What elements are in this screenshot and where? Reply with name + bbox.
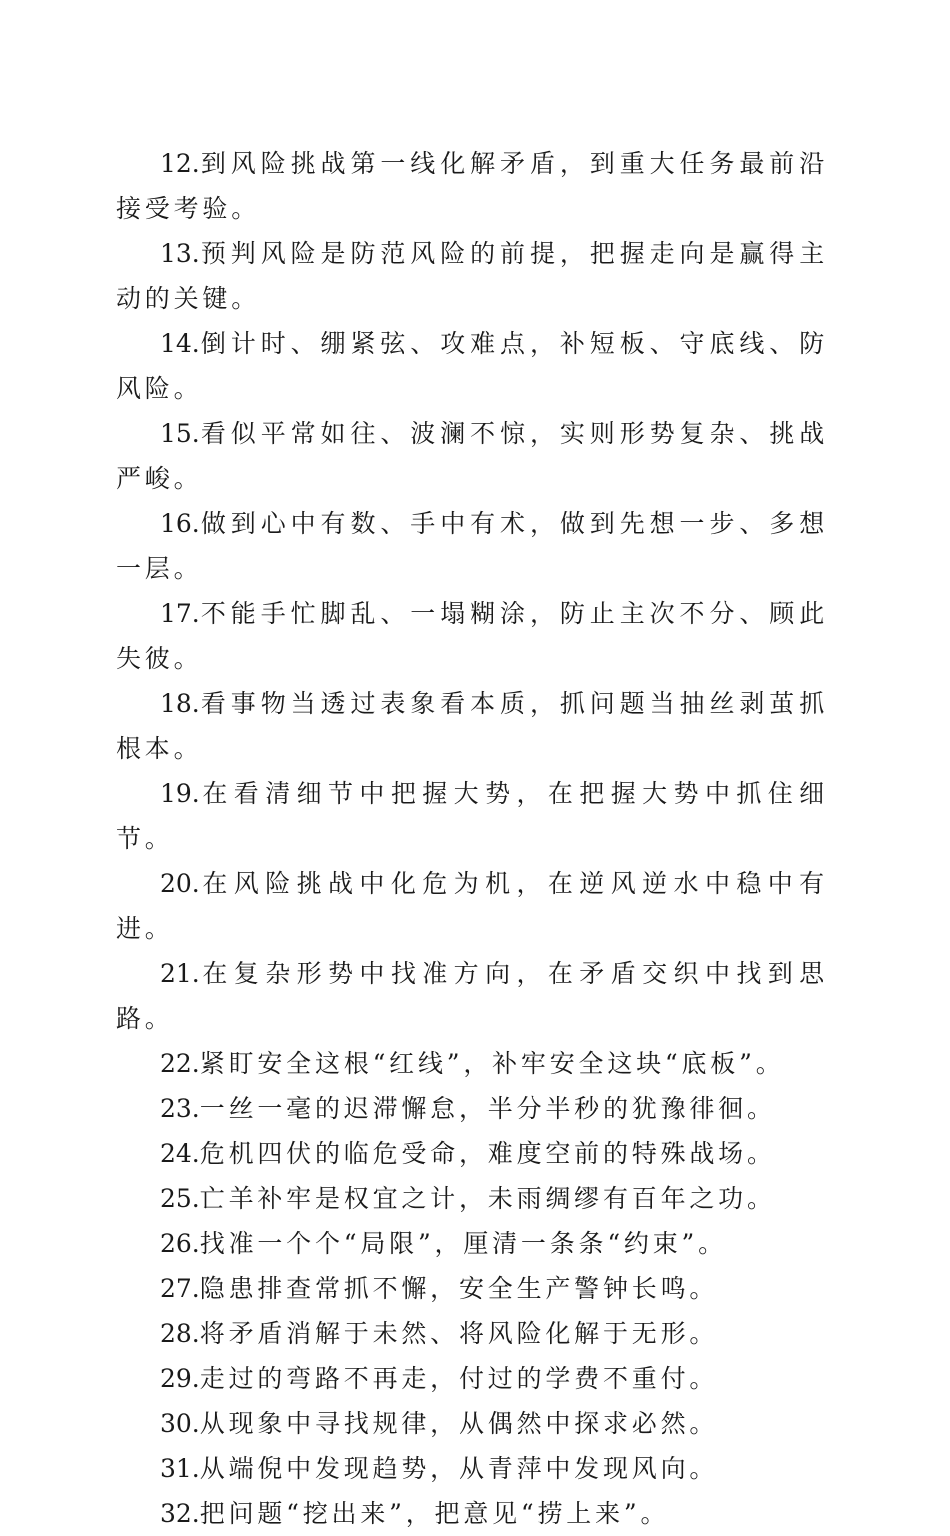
item-number: 21. [160,959,200,988]
item-number: 31. [160,1454,200,1483]
item-text: 看事物当透过表象看本质，抓问题当抽丝剥茧抓根本。 [116,689,828,763]
document-body [116,141,828,1536]
list-item [116,1086,828,1131]
item-text: 一丝一毫的迟滞懈怠，半分半秒的犹豫徘徊。 [199,1094,776,1123]
item-number: 20. [160,869,200,898]
list-item [116,411,828,501]
list-item [116,231,828,321]
item-text: 从现象中寻找规律，从偶然中探求必然。 [199,1409,719,1438]
list-item [116,1446,828,1491]
list-item [116,1176,828,1221]
item-number: 15. [160,419,200,448]
item-text: 预判风险是防范风险的前提，把握走向是赢得主动的关键。 [116,239,828,313]
item-text: 找准一个个“局限”，厘清一条条“约束”。 [199,1229,727,1258]
item-text: 在复杂形势中找准方向，在矛盾交织中找到思路。 [116,959,828,1033]
list-item [116,501,828,591]
item-number: 28. [160,1319,200,1348]
list-item [116,1221,828,1266]
list-item [116,141,828,231]
item-text: 从端倪中发现趋势，从青萍中发现风向。 [199,1454,719,1483]
list-item [116,1266,828,1311]
item-number: 25. [160,1184,200,1213]
item-number: 13. [160,239,200,268]
item-number: 26. [160,1229,200,1258]
item-number: 18. [160,689,200,718]
item-text: 亡羊补牢是权宜之计，未雨绸缪有百年之功。 [199,1184,776,1213]
list-item [116,771,828,861]
item-number: 32. [160,1499,200,1528]
list-item [116,681,828,771]
item-number: 29. [160,1364,200,1393]
item-text: 倒计时、绷紧弦、攻难点，补短板、守底线、防风险。 [116,329,828,403]
list-item [116,1131,828,1176]
item-text: 到风险挑战第一线化解矛盾，到重大任务最前沿接受考验。 [116,149,828,223]
list-item [116,1356,828,1401]
list-item [116,951,828,1041]
list-item [116,1491,828,1536]
item-text: 看似平常如往、波澜不惊，实则形势复杂、挑战严峻。 [116,419,828,493]
item-number: 19. [160,779,200,808]
list-item [116,1311,828,1356]
item-number: 27. [160,1274,200,1303]
item-number: 16. [160,509,200,538]
item-text: 在看清细节中把握大势，在把握大势中抓住细节。 [116,779,828,853]
item-text: 做到心中有数、手中有术，做到先想一步、多想一层。 [116,509,828,583]
item-number: 12. [160,149,200,178]
item-text: 危机四伏的临危受命，难度空前的特殊战场。 [199,1139,776,1168]
list-item [116,591,828,681]
item-number: 17. [160,599,200,628]
item-number: 30. [160,1409,200,1438]
item-text: 在风险挑战中化危为机，在逆风逆水中稳中有进。 [116,869,828,943]
list-item [116,1401,828,1446]
item-text: 隐患排查常抓不懈，安全生产警钟长鸣。 [199,1274,719,1303]
item-number: 22. [160,1049,200,1078]
item-number: 24. [160,1139,200,1168]
item-text: 将矛盾消解于未然、将风险化解于无形。 [199,1319,719,1348]
item-text: 紧盯安全这根“红线”，补牢安全这块“底板”。 [199,1049,785,1078]
list-item [116,861,828,951]
item-number: 14. [160,329,200,358]
list-item [116,1041,828,1086]
item-number: 23. [160,1094,200,1123]
list-item [116,321,828,411]
item-text: 走过的弯路不再走，付过的学费不重付。 [199,1364,719,1393]
item-text: 不能手忙脚乱、一塌糊涂，防止主次不分、顾此失彼。 [116,599,828,673]
item-text: 把问题“挖出来”，把意见“捞上来”。 [199,1499,670,1528]
